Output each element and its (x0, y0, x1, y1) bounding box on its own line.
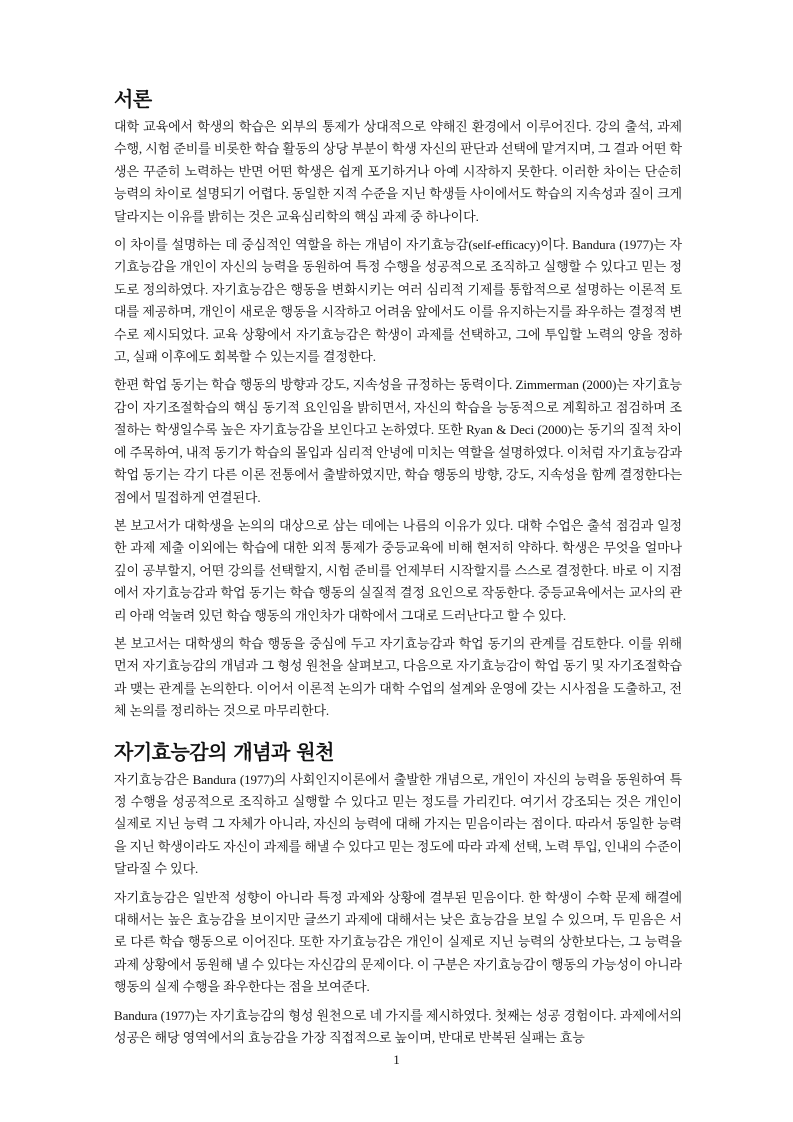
paragraph: 이 차이를 설명하는 데 중심적인 역할을 하는 개념이 자기효능감(self-efficacy)이다. Bandura (1977)는 자기효능감을 개인이 자신의 능력을 동원하여 특정 수행을 성공적으로 조직하고 실행할 수 있다고 믿는 정도로 정의하였다. 자기효능감은 행동을 변화시키는 여러 심리적 기제를 통합적으로 설명하는 이론적 토대를 제공하며, 개인이 새로운 행동을 시작하고 어려움 앞에서도 이를 유지하는지를 좌우하는 결정적 변수로 제시되었다. 교육 상황에서 자기효능감은 학생이 과제를 선택하고, 그에 투입할 노력의 양을 정하고, 실패 이후에도 회복할 수 있는지를 결정한다. (114, 237, 682, 365)
paragraph: 본 보고서가 대학생을 논의의 대상으로 삼는 데에는 나름의 이유가 있다. 대학 수업은 출석 점검과 일정한 과제 제출 이외에는 학습에 대한 외적 통제가 중등교육에 비해 현저히 약하다. 학생은 무엇을 얼마나 깊이 공부할지, 어떤 강의를 선택할지, 시험 준비를 언제부터 시작할지를 스스로 결정한다. 바로 이 지점에서 자기효능감과 학업 동기는 학습 행동의 실질적 결정 요인으로 작동한다. 중등교육에서는 교사의 관리 아래 억눌려 있던 학습 행동의 개인차가 대학에서 그대로 드러난다고 할 수 있다. (114, 517, 682, 623)
section-heading-concept-and-sources: 자기효능감의 개념과 원천 (114, 739, 334, 764)
paragraph: 본 보고서는 대학생의 학습 행동을 중심에 두고 자기효능감과 학업 동기의 관계를 검토한다. 이를 위해 먼저 자기효능감의 개념과 그 형성 원천을 살펴보고, 다음으로 자기효능감이 학업 동기 및 자기조절학습과 맺는 관계를 논의한다. 이어서 이론적 논의가 대학 수업의 설계와 운영에 갖는 시사점을 도출하고, 전체 논의를 정리하는 것으로 마무리한다. (114, 635, 682, 719)
page-content (114, 84, 682, 1055)
paragraph: 자기효능감은 Bandura (1977)의 사회인지이론에서 출발한 개념으로, 개인이 자신의 능력을 동원하여 특정 수행을 성공적으로 조직하고 실행할 수 있다고 믿는 정도를 가리킨다. 여기서 강조되는 것은 개인이 실제로 지닌 능력 그 자체가 아니라, 자신의 능력에 대해 가지는 믿음이라는 점이다. 따라서 동일한 능력을 지닌 학생이라도 자신이 과제를 해낼 수 있다고 믿는 정도에 따라 과제 선택, 노력 투입, 인내의 수준이 달라질 수 있다. (114, 771, 682, 877)
paragraph: 자기효능감은 일반적 성향이 아니라 특정 과제와 상황에 결부된 믿음이다. 한 학생이 수학 문제 해결에 대해서는 높은 효능감을 보이지만 글쓰기 과제에 대해서는 낮은 효능감을 보일 수 있으며, 두 믿음은 서로 다른 학습 행동으로 이어진다. 또한 자기효능감은 개인이 실제로 지닌 능력의 상한보다는, 그 능력을 과제 상황에서 동원해 낼 수 있다는 자신감의 문제이다. 이 구분은 자기효능감이 행동의 가능성이 아니라 행동의 실제 수행을 좌우한다는 점을 보여준다. (114, 889, 682, 995)
paragraph: Bandura (1977)는 자기효능감의 형성 원천으로 네 가지를 제시하였다. 첫째는 성공 경험이다. 과제에서의 성공은 해당 영역에서의 효능감을 가장 직접적으로 높이며, 반대로 반복된 실패는 효능 (114, 1007, 682, 1046)
section-heading-introduction: 서론 (114, 87, 152, 111)
paragraph: 대학 교육에서 학생의 학습은 외부의 통제가 상대적으로 약해진 환경에서 이루어진다. 강의 출석, 과제 수행, 시험 준비를 비롯한 학습 활동의 상당 부분이 학생 자신의 판단과 선택에 맡겨지며, 그 결과 어떤 학생은 꾸준히 노력하는 반면 어떤 학생은 쉽게 포기하거나 아예 시작하지 못한다. 이러한 차이는 단순히 능력의 차이로 설명되기 어렵다. 동일한 지적 수준을 지닌 학생들 사이에서도 학습의 지속성과 질이 크게 달라지는 이유를 밝히는 것은 교육심리학의 핵심 과제 중 하나이다. (114, 119, 682, 224)
paragraph: 한편 학업 동기는 학습 행동의 방향과 강도, 지속성을 규정하는 동력이다. Zimmerman (2000)는 자기효능감이 자기조절학습의 핵심 동기적 요인임을 밝히면서, 자신의 학습을 능동적으로 계획하고 점검하며 조절하는 학생일수록 높은 자기효능감을 보인다고 논하였다. 또한 Ryan & Deci (2000)는 동기의 질적 차이에 주목하여, 내적 동기가 학습의 몰입과 심리적 안녕에 미치는 역할을 설명하였다. 이처럼 자기효능감과 학업 동기는 각기 다른 이론 전통에서 출발하였지만, 학습 행동의 방향, 강도, 지속성을 함께 결정한다는 점에서 밀접하게 연결된다. (114, 377, 682, 505)
page-number: 1 (393, 1052, 400, 1067)
